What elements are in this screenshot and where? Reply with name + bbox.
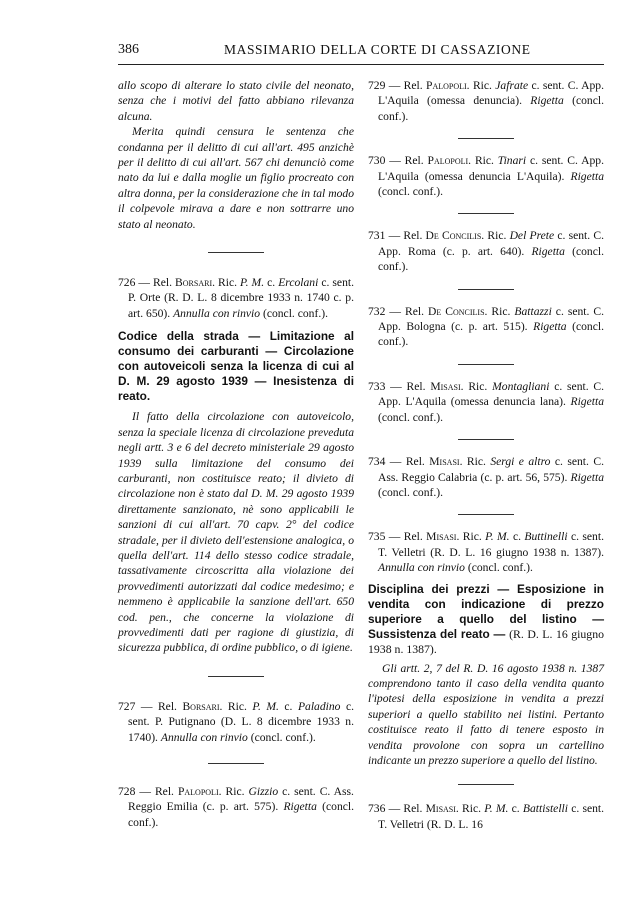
- entry-730: 730 — Rel. Palopoli. Ric. Tinari c. sent. C. App. L'Aquila (omessa denuncia L'Aquila). Rigetta (concl. conf.).: [368, 154, 604, 199]
- left-column: [118, 78, 354, 830]
- entry-726: 726 — Rel. Borsari. Ric. P. M. c. Ercolani c. sent. P. Orte (R. D. L. 8 dicembre 1933 n. 1740 c. p. art. 650). Annulla con rinvio (concl. conf.).: [118, 276, 354, 320]
- entry-729: 729 — Rel. Palopoli. Ric. Jafrate c. sent. C. App. L'Aquila (omessa denuncia). Rigetta (concl. conf.).: [368, 79, 604, 123]
- entry-736: 736 — Rel. Misasi. Ric. P. M. c. Battistelli c. sent. T. Velletri (R. D. L. 16: [368, 802, 605, 831]
- header-rule: [118, 64, 604, 65]
- entry-731: 731 — Rel. De Concilis. Ric. Del Prete c. sent. C. App. Roma (c. p. art. 640). Rigetta (concl. conf.).: [368, 229, 604, 274]
- entry-733: 733 — Rel. Misasi. Ric. Montagliani c. sent. C. App. L'Aquila (omessa denuncia lana). Rigetta (concl. conf.).: [368, 379, 605, 424]
- entry-734: 734 — Rel. Misasi. Ric. Sergi e altro c. sent. C. Ass. Reggio Calabria (c. p. art. 56, 575). Rigetta (concl. conf.).: [368, 455, 604, 499]
- maxim-paragraph: Il fatto della circolazione con autoveicolo, senza la speciale licenza di circolazione preveduta negli artt. 3 e 6 del decreto ministeriale 29 agosto 1939 sulla limitazione del consumo dei carburanti, non costituisce reato; il divieto di circolazione non è stato dal D. M. 29 agosto 1939 direttamente sanzionato, nè sono applicabili le sanzioni di cui all'art. 70 capv. 2° del codice stradale, per il divieto dell'estensione analogica, o quella dell'art. 114 dello stesso codice stradale, tassativamente circoscritta alla violazione dei provvedimenti autorizzati dal codice medesimo; e nemmeno è applicabile la sanzione dell'art. 650 cod. pen., che concerne la violazione di provvedimenti dati per ragione di giustizia, di sicurezza pubblica, di ordine pubblico, o di igiene.: [118, 410, 354, 655]
- running-title: MASSIMARIO DELLA CORTE DI CASSAZIONE: [224, 42, 531, 57]
- section-heading-codice-strada: Codice della strada — Limitazione al consumo dei carburanti — Circolazione con autoveicoli senza la licenza di cui al D. M. 29 agosto 1939 — Inesistenza di reato.: [118, 329, 354, 404]
- section-heading-disciplina-prezzi: Disciplina dei prezzi — Esposizione in vendita con indicazione di prezzo superiore a quello del listino — Sussistenza del reato — (R. D. L. 16 giugno 1938 n. 1387).: [368, 581, 604, 656]
- right-column: [368, 78, 604, 832]
- entry-727: 727 — Rel. Borsari. Ric. P. M. c. Paladino c. sent. P. Putignano (D. L. 8 dicembre 1933 n. 1740). Annulla con rinvio (concl. conf.).: [118, 699, 354, 744]
- entry-732: 732 — Rel. De Concilis. Ric. Battazzi c. sent. C. App. Bologna (c. p. art. 515). Rigetta (concl. conf.).: [368, 304, 605, 349]
- maxim-paragraph: Merita quindi censura le sentenza che condanna per il delitto di cui all'art. 495 anzichè per il delitto di cui all'art. 567 chi denunciò come nato da lui e dalla moglie un figlio procreato con altra donna, per la considerazione che in tal modo il colpevole mirava a dare e non sottrarre uno stato al neonato.: [118, 125, 354, 231]
- carryover-paragraph: allo scopo di alterare lo stato civile del neonato, senza che i motivi del fatto abbiano rilevanza alcuna.: [118, 79, 354, 123]
- page-header: [118, 42, 588, 62]
- entry-728: 728 — Rel. Palopoli. Ric. Gizzio c. sent. C. Ass. Reggio Emilia (c. p. art. 575). Rigetta (concl. conf.).: [118, 785, 355, 829]
- entry-735: 735 — Rel. Misasi. Ric. P. M. c. Buttinelli c. sent. T. Velletri (R. D. L. 16 giugno 1938 n. 1387). Annulla con rinvio (concl. conf.).: [368, 530, 604, 575]
- maxim-paragraph: Gli artt. 2, 7 del R. D. 16 agosto 1938 n. 1387 comprendono tanto il caso della vendita quanto l'ipotesi della esposizione in vendita a prezzi superiori a quello stabilito nei listini. Pertanto costituisce reato il fatto di tenere esposto in vendita provolone con sopra un cartellino indicante un prezzo superiore a quello del listino.: [368, 661, 604, 767]
- page-number: 386: [118, 42, 139, 57]
